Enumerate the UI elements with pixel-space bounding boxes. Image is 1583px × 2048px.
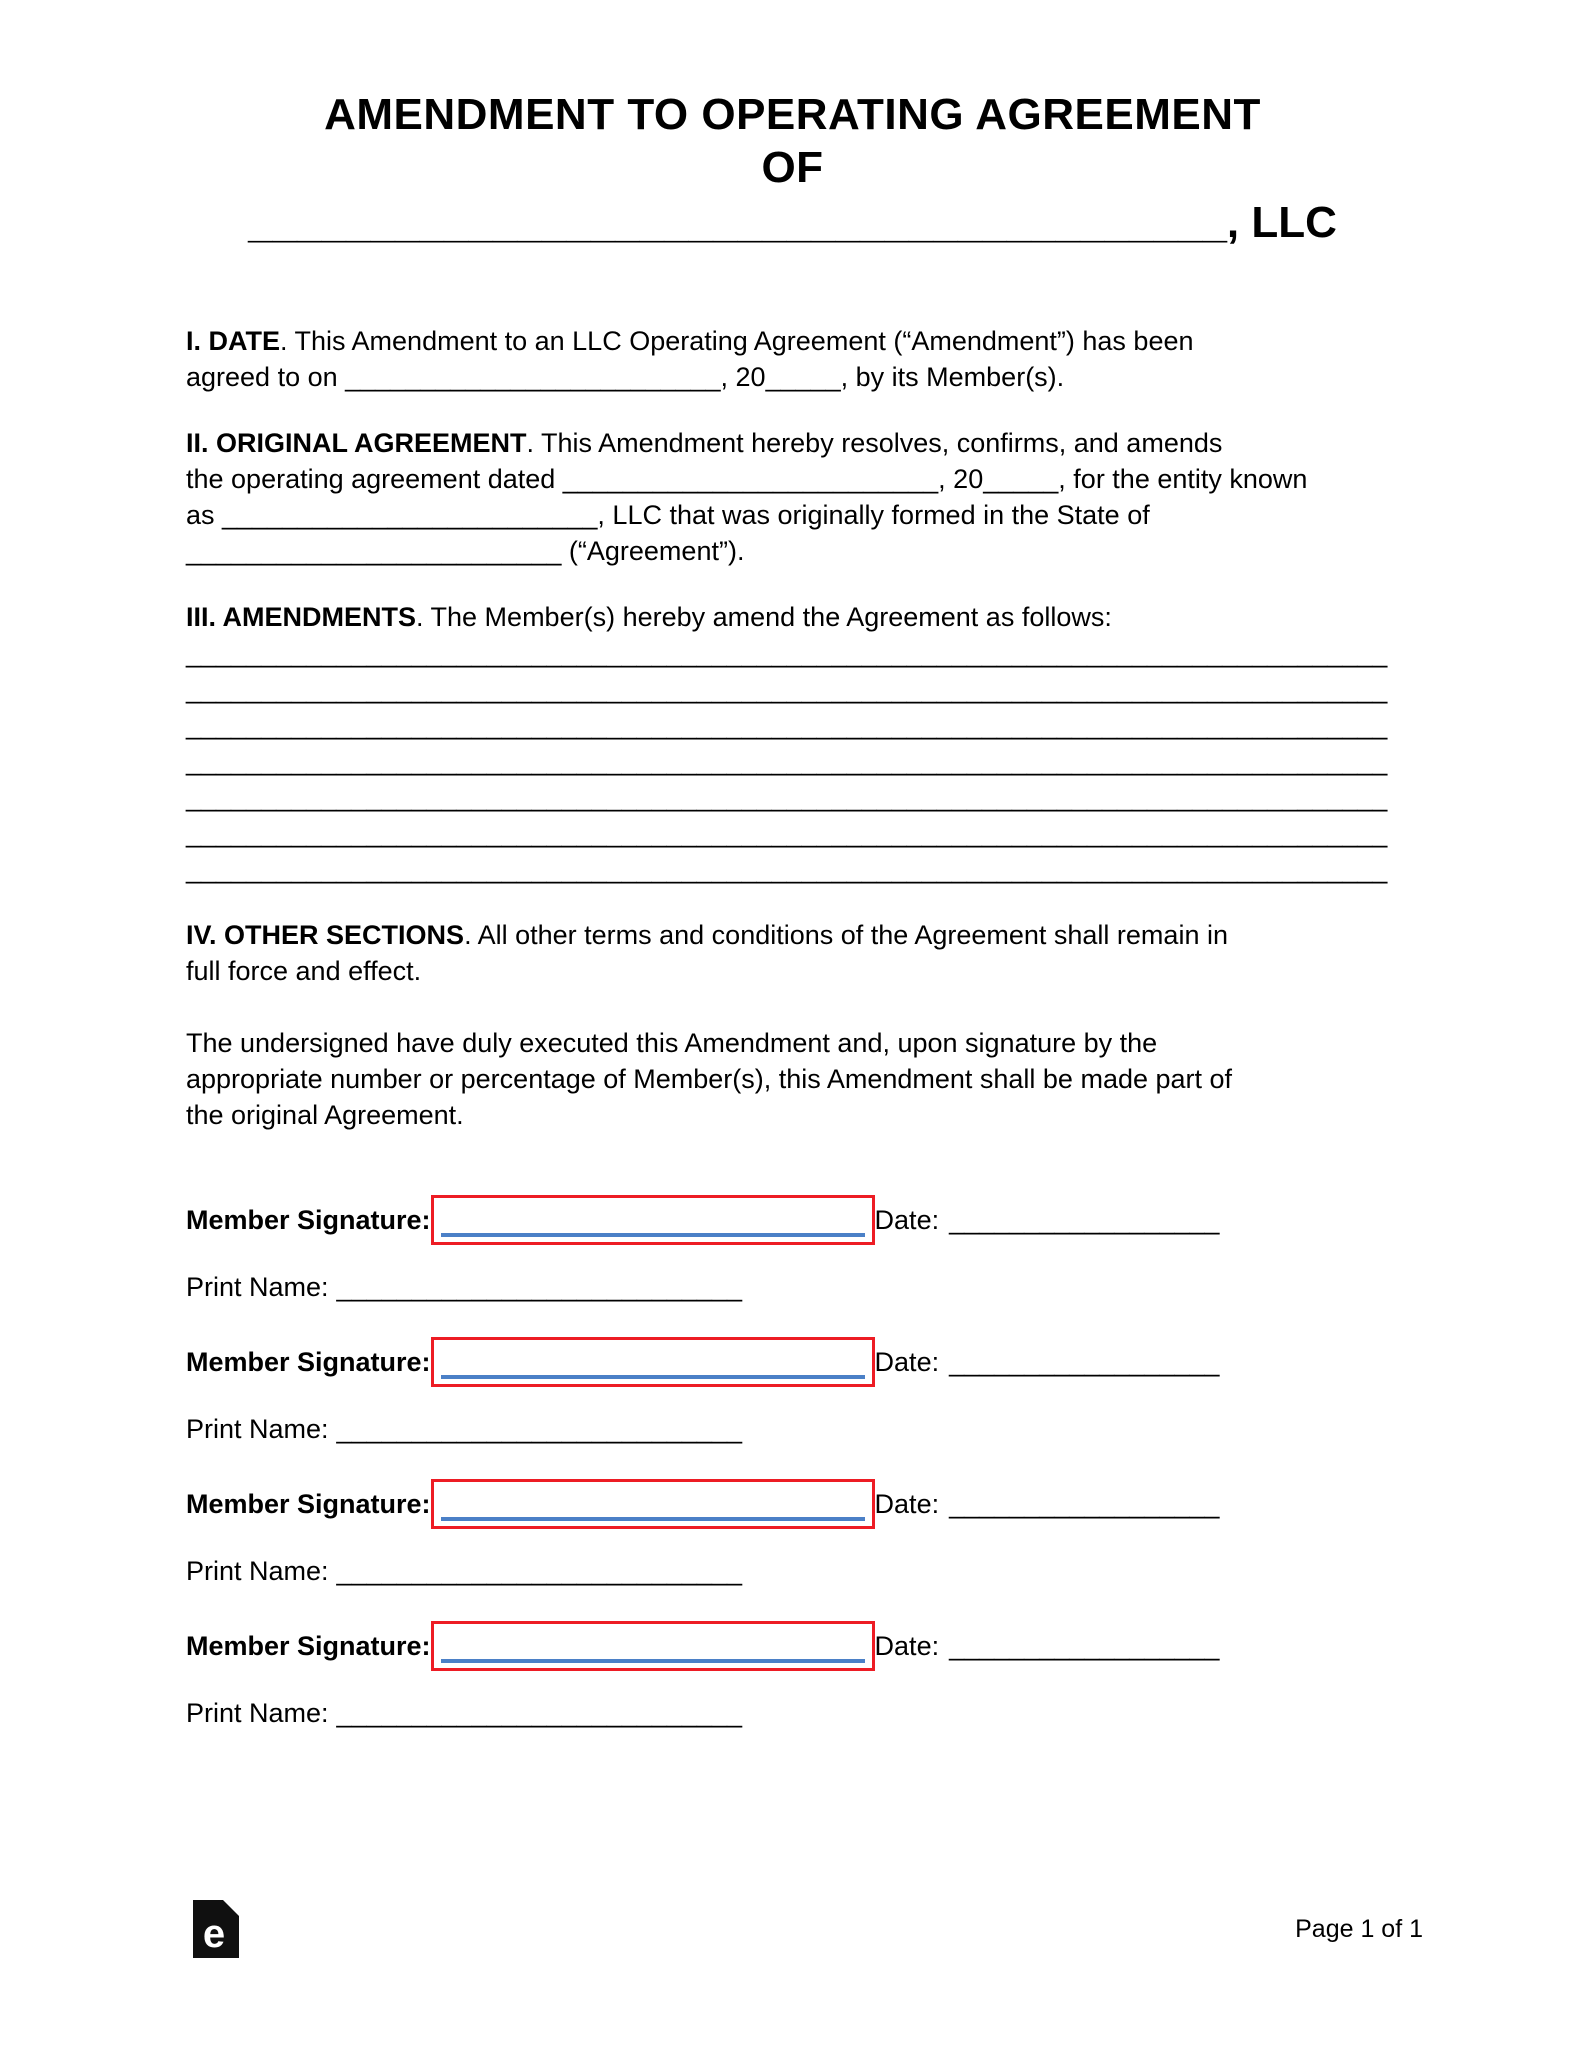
- section-i-text: . This Amendment to an LLC Operating Agreement (“Amendment”) has been agreed to on _________________________, 20_____, by its Member(s).: [186, 326, 1194, 392]
- title-line-2: OF: [761, 143, 824, 192]
- amendments-blank-line: ________________________________________________________________________________: [186, 818, 1388, 848]
- section-i-date: [186, 323, 1399, 395]
- signature-block-3: [186, 1479, 1399, 1589]
- member-signature-field-1[interactable]: [431, 1195, 875, 1245]
- title-line-1: AMENDMENT TO OPERATING AGREEMENT: [324, 90, 1261, 139]
- date-blank: __________________: [949, 1631, 1220, 1661]
- date-blank: __________________: [949, 1347, 1220, 1377]
- print-name-label: Print Name:: [186, 1556, 329, 1586]
- section-ii-text: . This Amendment hereby resolves, confirms, and amends the operating agreement dated _________________________, 20_____, for the entity known as _________________________, LLC that was originally formed in the State of _________________________ (“Agreement”).: [186, 428, 1308, 566]
- page-indicator: Page 1 of 1: [1295, 1914, 1423, 1943]
- section-i-heading: I. DATE: [186, 326, 280, 356]
- amendments-blank-line: ________________________________________________________________________________: [186, 638, 1388, 668]
- document-title: [186, 88, 1399, 194]
- section-iv-other-sections: [186, 917, 1399, 989]
- llc-name-blank: ________________________________________: [248, 198, 1227, 247]
- member-signature-label: Member Signature:: [186, 1205, 431, 1235]
- member-signature-row-4: [186, 1621, 1399, 1671]
- signature-line: [441, 1233, 865, 1237]
- member-signature-row-3: [186, 1479, 1399, 1529]
- signature-line: [441, 1375, 865, 1379]
- member-signature-row-2: [186, 1337, 1399, 1387]
- print-name-label: Print Name:: [186, 1414, 329, 1444]
- member-signature-label: Member Signature:: [186, 1489, 431, 1519]
- amendments-blank-lines: [186, 635, 1399, 887]
- llc-name-line: [186, 196, 1399, 249]
- member-signature-field-4[interactable]: [431, 1621, 875, 1671]
- print-name-row-1: [186, 1269, 1399, 1305]
- eforms-logo: [193, 1900, 239, 1958]
- print-name-blank: ___________________________: [336, 1556, 742, 1586]
- amendments-blank-line: ________________________________________________________________________________: [186, 746, 1388, 776]
- page-footer: [193, 1898, 1423, 1960]
- print-name-row-2: [186, 1411, 1399, 1447]
- execution-paragraph: The undersigned have duly executed this Amendment and, upon signature by the appropriate number or percentage of Member(s), this Amendment shall be made part of the original Agreement.: [186, 1028, 1233, 1130]
- amendments-blank-line: ________________________________________________________________________________: [186, 782, 1388, 812]
- member-signature-field-2[interactable]: [431, 1337, 875, 1387]
- print-name-blank: ___________________________: [336, 1414, 742, 1444]
- date-label: Date:: [874, 1631, 940, 1661]
- date-label: Date:: [874, 1489, 940, 1519]
- signature-block-2: [186, 1337, 1399, 1447]
- section-iii-heading: III. AMENDMENTS: [186, 602, 417, 632]
- print-name-row-3: [186, 1553, 1399, 1589]
- llc-name-suffix: , LLC: [1226, 198, 1337, 247]
- document-content: [186, 0, 1399, 1763]
- date-blank: __________________: [949, 1205, 1220, 1235]
- print-name-row-4: [186, 1695, 1399, 1731]
- date-label: Date:: [874, 1205, 940, 1235]
- signature-line: [441, 1517, 865, 1521]
- section-ii-heading: II. ORIGINAL AGREEMENT: [186, 428, 527, 458]
- section-iii-text: . The Member(s) hereby amend the Agreement as follows:: [416, 602, 1112, 632]
- member-signature-label: Member Signature:: [186, 1631, 431, 1661]
- section-ii-original-agreement: [186, 425, 1399, 569]
- signature-block-1: [186, 1195, 1399, 1305]
- print-name-label: Print Name:: [186, 1272, 329, 1302]
- svg-text:e: e: [202, 1912, 226, 1956]
- section-iv-text: . All other terms and conditions of the Agreement shall remain in full force and effect.: [186, 920, 1228, 986]
- member-signature-field-3[interactable]: [431, 1479, 875, 1529]
- print-name-blank: ___________________________: [336, 1698, 742, 1728]
- signature-area: [186, 1195, 1399, 1731]
- amendments-blank-line: ________________________________________________________________________________: [186, 674, 1388, 704]
- amendments-blank-line: ________________________________________________________________________________: [186, 710, 1388, 740]
- section-iii-amendments: [186, 599, 1399, 635]
- date-label: Date:: [874, 1347, 940, 1377]
- print-name-blank: ___________________________: [336, 1272, 742, 1302]
- member-signature-row-1: [186, 1195, 1399, 1245]
- date-blank: __________________: [949, 1489, 1220, 1519]
- print-name-label: Print Name:: [186, 1698, 329, 1728]
- member-signature-label: Member Signature:: [186, 1347, 431, 1377]
- amendments-blank-line: ________________________________________________________________________________: [186, 854, 1388, 884]
- signature-block-4: [186, 1621, 1399, 1731]
- signature-line: [441, 1659, 865, 1663]
- section-iv-heading: IV. OTHER SECTIONS: [186, 920, 465, 950]
